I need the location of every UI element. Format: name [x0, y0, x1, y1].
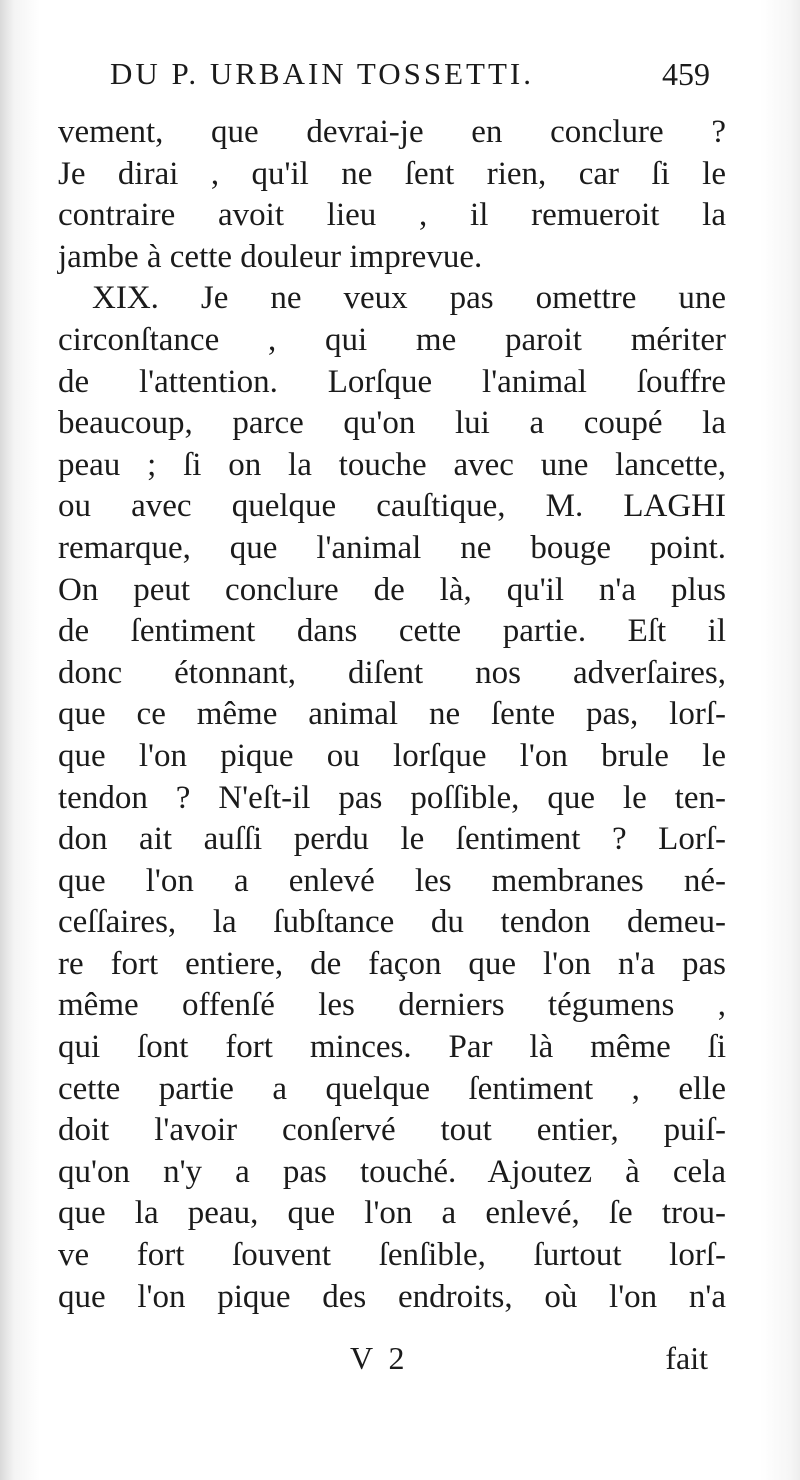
text-line: que l'on pique des endroits, où l'on n'a — [58, 1278, 726, 1315]
running-head — [110, 56, 710, 96]
text-line: Je dirai , qu'il ne ſent rien, car ſi le — [58, 155, 726, 192]
body-text — [58, 112, 726, 1318]
text-line: circonſtance , qui me paroit mériter — [58, 321, 726, 358]
text-line: de l'attention. Lorſque l'animal ſouffre — [58, 363, 726, 400]
text-line: re fort entiere, de façon que l'on n'a pas — [58, 945, 726, 982]
running-title: DU P. URBAIN TOSSETTI. — [110, 56, 534, 91]
text-line: peau ; ſi on la touche avec une lancette, — [58, 446, 726, 483]
text-line: On peut conclure de là, qu'il n'a plus — [58, 571, 726, 608]
text-line: beaucoup, parce qu'on lui a coupé la — [58, 405, 726, 442]
text-line: ou avec quelque cauſtique, M. LAGHI — [58, 488, 726, 525]
paragraph-start-line: XIX. Je ne veux pas omettre une — [92, 280, 726, 317]
text-line: tendon ? N'eſt-il pas poſſible, que le ten- — [58, 779, 726, 816]
catchword: fait — [665, 1340, 708, 1376]
text-line: vement, que devrai-je en conclure ? — [58, 114, 726, 150]
text-line: même offenſé les derniers tégumens , — [58, 987, 726, 1024]
text-line: don ait auſſi perdu le ſentiment ? Lorſ- — [58, 821, 726, 858]
text-line: doit l'avoir conſervé tout entier, puiſ- — [58, 1112, 726, 1149]
text-line: cette partie a quelque ſentiment , elle — [58, 1070, 726, 1107]
text-line: jambe à cette douleur imprevue. — [58, 238, 483, 275]
page-footer — [0, 1340, 800, 1384]
text-line: contraire avoit lieu , il remueroit la — [58, 197, 726, 234]
text-line: que l'on pique ou lorſque l'on brule le — [58, 737, 726, 774]
page-number: 459 — [662, 56, 710, 92]
text-line: ve fort ſouvent ſenſible, ſurtout lorſ- — [58, 1237, 726, 1274]
text-line: de ſentiment dans cette partie. Eſt il — [58, 613, 726, 650]
text-line: que l'on a enlevé les membranes né- — [58, 862, 726, 899]
text-line: qui ſont fort minces. Par là même ſi — [58, 1029, 726, 1066]
text-line: que ce même animal ne ſente pas, lorſ- — [58, 696, 726, 733]
text-line: qu'on n'y a pas touché. Ajoutez à cela — [58, 1153, 726, 1190]
text-line: ceſſaires, la ſubſtance du tendon demeu- — [58, 904, 726, 941]
text-line: donc étonnant, diſent nos adverſaires, — [58, 654, 726, 691]
signature-mark: V 2 — [350, 1340, 409, 1376]
text-line: remarque, que l'animal ne bouge point. — [58, 529, 726, 566]
text-line: que la peau, que l'on a enlevé, ſe trou- — [58, 1195, 726, 1232]
